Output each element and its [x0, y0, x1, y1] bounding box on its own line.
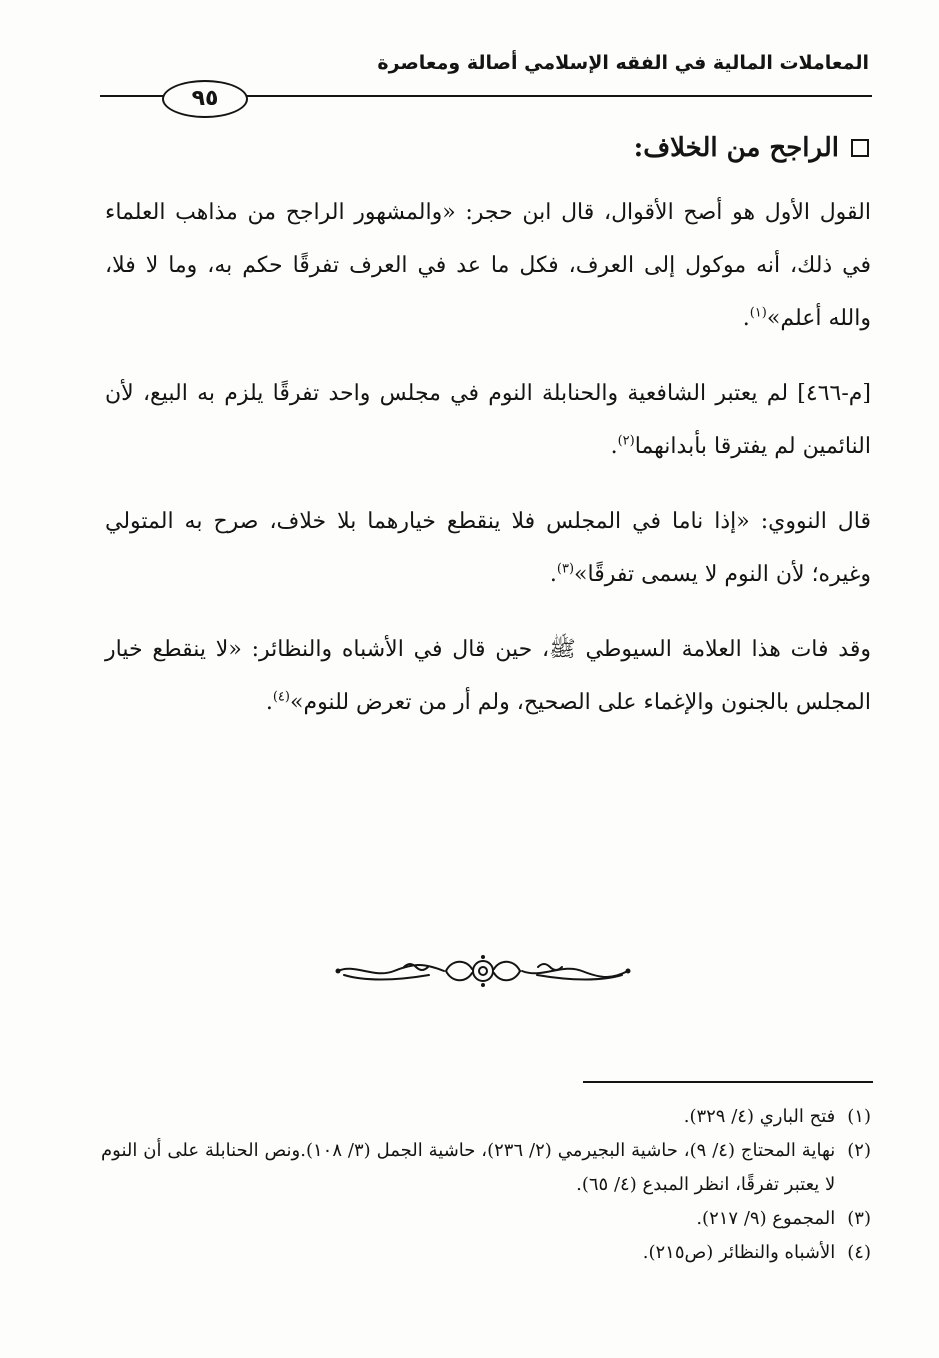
footnote-ref: (١)	[749, 305, 767, 321]
square-bullet-icon	[851, 139, 869, 157]
footnote-text: الأشباه والنظائر (ص٢١٥).	[642, 1242, 836, 1263]
footnote-ref: (٢)	[617, 433, 635, 449]
paragraph	[105, 367, 871, 473]
paragraph-end: .	[610, 434, 618, 459]
paragraph-text: [م-٤٦٦] لم يعتبر الشافعية والحنابلة النوم في مجلس واحد تفرقًا يلزم به البيع، لأن النائمين لم يفترقا بأبدانهما	[105, 381, 871, 459]
paragraph-text: قال النووي: «إذا ناما في المجلس فلا ينقطع خيارهما بلا خلاف، صرح به المتولي وغيره؛ لأن النوم لا يسمى تفرقًا»	[105, 509, 871, 587]
paragraph-text: وقد فات هذا العلامة السيوطي ﷺ، حين قال في الأشباه والنظائر: «لا ينقطع خيار المجلس بالجنون والإغماء على الصحيح، ولم أر من تعرض للنوم»	[105, 637, 871, 715]
page-number: ٩٥	[162, 80, 248, 118]
footnote	[101, 1100, 871, 1134]
footnote-text: نهاية المحتاج (٤/ ٩)، حاشية البجيرمي (٢/ ٢٣٦)، حاشية الجمل (٣/ ١٠٨).ونص الحنابلة على أن النوم لا يعتبر تفرقًا، انظر المبدع (٤/ ٦٥).	[101, 1140, 836, 1195]
paragraph-end: .	[265, 690, 273, 715]
decorative-divider-icon	[334, 953, 632, 989]
running-title: المعاملات المالية في الفقه الإسلامي أصالة ومعاصرة	[377, 52, 869, 74]
footnote-number: (٣)	[847, 1208, 871, 1229]
footnote-ref: (٣)	[556, 561, 575, 577]
paragraph-end: .	[549, 562, 557, 587]
body-text	[105, 186, 871, 751]
footnote-number: (٢)	[847, 1140, 871, 1161]
footnote-number: (٤)	[847, 1242, 871, 1263]
footnotes	[101, 1100, 871, 1270]
footnote	[101, 1236, 871, 1270]
footnote-ref: (٤)	[272, 689, 290, 705]
paragraph-end: .	[742, 306, 750, 331]
section-heading-text: الراجح من الخلاف:	[633, 133, 839, 163]
footnote	[101, 1202, 871, 1236]
section-heading	[634, 133, 869, 163]
footnote-text: المجموع (٩/ ٢١٧).	[696, 1208, 836, 1229]
paragraph	[105, 623, 871, 729]
footnote-separator	[583, 1081, 873, 1083]
footnote-text: فتح الباري (٤/ ٣٢٩).	[683, 1106, 836, 1127]
paragraph	[105, 495, 871, 601]
footnote-number: (١)	[847, 1106, 871, 1127]
paragraph	[105, 186, 871, 345]
footnote	[101, 1134, 871, 1202]
paragraph-text: القول الأول هو أصح الأقوال، قال ابن حجر: «والمشهور الراجح من مذاهب العلماء في ذلك، أنه موكول إلى العرف، فكل ما عد في العرف تفرقًا حكم به، وما لا فلا، والله أعلم»	[105, 200, 871, 331]
